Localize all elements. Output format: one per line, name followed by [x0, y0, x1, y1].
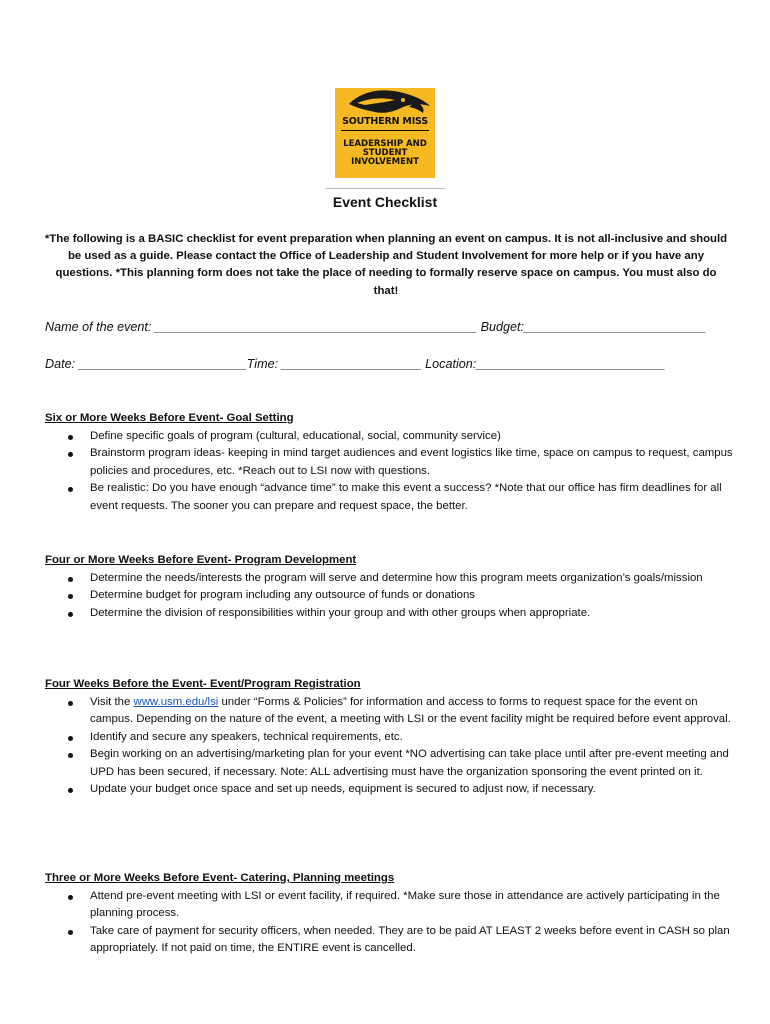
- page-title: Event Checklist: [332, 194, 438, 210]
- logo-underline: [325, 188, 445, 189]
- list-item: Determine the needs/interests the program will serve and determine how this program meets organization’s goals/mission: [45, 570, 735, 588]
- section-program-development: [45, 552, 735, 622]
- list-item: Identify and secure any speakers, technical requirements, etc.: [45, 729, 735, 747]
- section-heading: Six or More Weeks Before Event- Goal Setting: [45, 412, 294, 424]
- section-catering-planning: [45, 870, 735, 958]
- logo-line-2: LEADERSHIP AND: [343, 139, 427, 149]
- list-item: Attend pre-event meeting with LSI or event facility, if required. *Make sure those in attendance are actively participating in the planning process.: [45, 888, 735, 923]
- date-time-location-field[interactable]: Date: ________________________Time: ____________________ Location:___________________________: [45, 357, 666, 371]
- visit-prefix: Visit the: [90, 695, 134, 708]
- list-item: Define specific goals of program (cultural, educational, social, community service): [45, 428, 735, 446]
- logo-line-3: STUDENT: [362, 148, 408, 158]
- section-goal-setting: [45, 410, 735, 515]
- checklist: [45, 694, 735, 799]
- logo-line-4: INVOLVEMENT: [351, 157, 419, 167]
- list-item: Take care of payment for security officers, when needed. They are to be paid AT LEAST 2 weeks before event in CASH so plan appropriately. If not paid on time, the ENTIRE event is cancelled.: [45, 923, 735, 958]
- checklist: [45, 570, 735, 623]
- list-item: [45, 694, 735, 729]
- logo-divider: [341, 130, 429, 131]
- event-name-budget-field[interactable]: Name of the event: ______________________________________________ Budget:__________________________: [45, 320, 707, 334]
- section-heading: Four or More Weeks Before Event- Program Development: [45, 554, 357, 566]
- section-event-registration: [45, 676, 735, 799]
- section-heading: Four Weeks Before the Event- Event/Program Registration: [45, 678, 361, 690]
- lsi-website-link[interactable]: www.usm.edu/lsi: [133, 695, 219, 708]
- list-item: Update your budget once space and set up needs, equipment is secured to adjust now, if necessary.: [45, 781, 735, 799]
- visit-suffix: under “Forms & Policies” for information and access to forms to request space for the event on campus. Depending on the nature of the event, a meeting with LSI or the event facility might be required before event approval.: [90, 695, 731, 725]
- list-item: Determine budget for program including any outsource of funds or donations: [45, 587, 735, 605]
- list-item: Be realistic: Do you have enough “advance time” to make this event a success? *Note that our office has firm deadlines for all event requests. The sooner you can prepare and request space, the better.: [45, 480, 735, 515]
- checklist: [45, 888, 735, 958]
- lsi-logo: [335, 88, 435, 178]
- intro-paragraph: *The following is a BASIC checklist for event preparation when planning an event on campus. It is not all-inclusive and should be used as a guide. Please contact the Office of Leadership and Student Involvement for more help or if you have any questions. *This planning form does not take the place of needing to formally reserve space on campus. You must also do that!: [44, 233, 728, 297]
- eagle-icon: [335, 88, 435, 118]
- list-item: Begin working on an advertising/marketing plan for your event *NO advertising can take place until after pre-event meeting and UPD has been secured, if necessary. Note: ALL advertising must have the organization sponsoring the event printed on it.: [45, 746, 735, 781]
- list-item: Brainstorm program ideas- keeping in mind target audiences and event logistics like time, space on campus to request, campus policies and procedures, etc. *Reach out to LSI now with questions.: [45, 445, 735, 480]
- logo-brand-text: SOUTHERN MISS: [342, 116, 428, 127]
- checklist: [45, 428, 735, 516]
- section-heading: Three or More Weeks Before Event- Catering, Planning meetings: [45, 872, 395, 884]
- list-item: Determine the division of responsibilities within your group and with other groups when appropriate.: [45, 605, 735, 623]
